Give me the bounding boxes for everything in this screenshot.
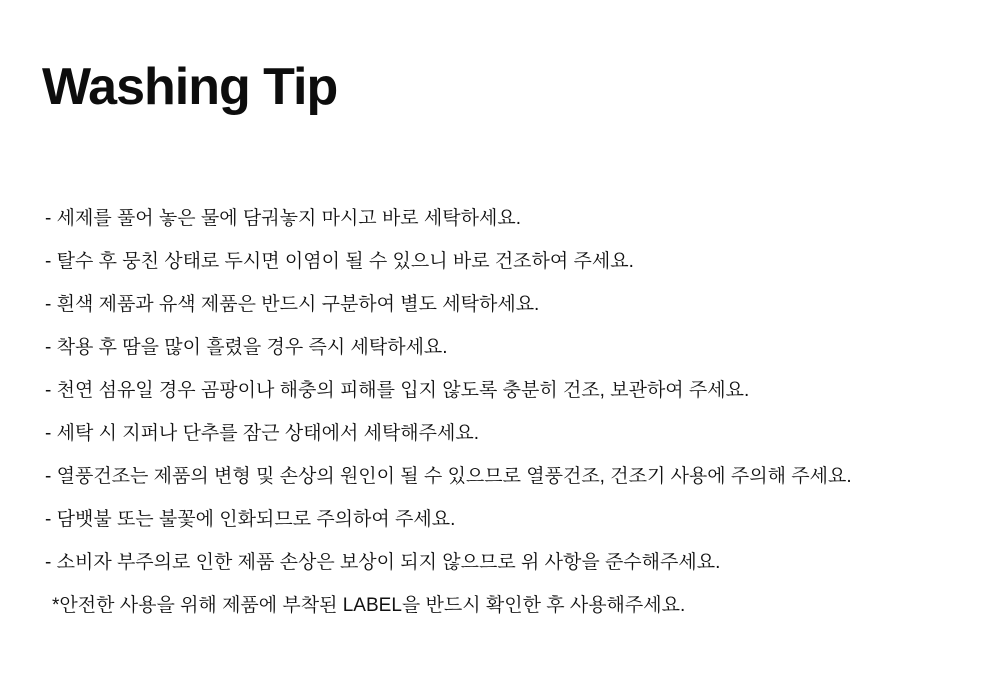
washing-tip-item: - 소비자 부주의로 인한 제품 손상은 보상이 되지 않으므로 위 사항을 준수해주세요. [45,552,721,573]
washing-tip-item: - 천연 섬유일 경우 곰팡이나 해충의 피해를 입지 않도록 충분히 건조, 보관하여 주세요. [45,380,750,401]
page-title: Washing Tip [42,58,338,116]
washing-tip-item: - 열풍건조는 제품의 변형 및 손상의 원인이 될 수 있으므로 열풍건조, 건조기 사용에 주의해 주세요. [45,466,852,487]
washing-tip-item: - 담뱃불 또는 불꽃에 인화되므로 주의하여 주세요. [45,509,456,530]
washing-tips-list [45,197,970,627]
washing-tip-item: - 흰색 제품과 유색 제품은 반드시 구분하여 별도 세탁하세요. [45,294,540,315]
washing-tip-item: - 착용 후 땀을 많이 흘렸을 경우 즉시 세탁하세요. [45,337,448,358]
washing-tip-label-note: *안전한 사용을 위해 제품에 부착된 LABEL을 반드시 확인한 후 사용해주세요. [52,595,686,616]
washing-tip-item: - 세탁 시 지퍼나 단추를 잠근 상태에서 세탁해주세요. [45,423,479,444]
washing-tip-item: - 세제를 풀어 놓은 물에 담궈놓지 마시고 바로 세탁하세요. [45,208,521,229]
washing-tip-item: - 탈수 후 뭉친 상태로 두시면 이염이 될 수 있으니 바로 건조하여 주세요. [45,251,634,272]
